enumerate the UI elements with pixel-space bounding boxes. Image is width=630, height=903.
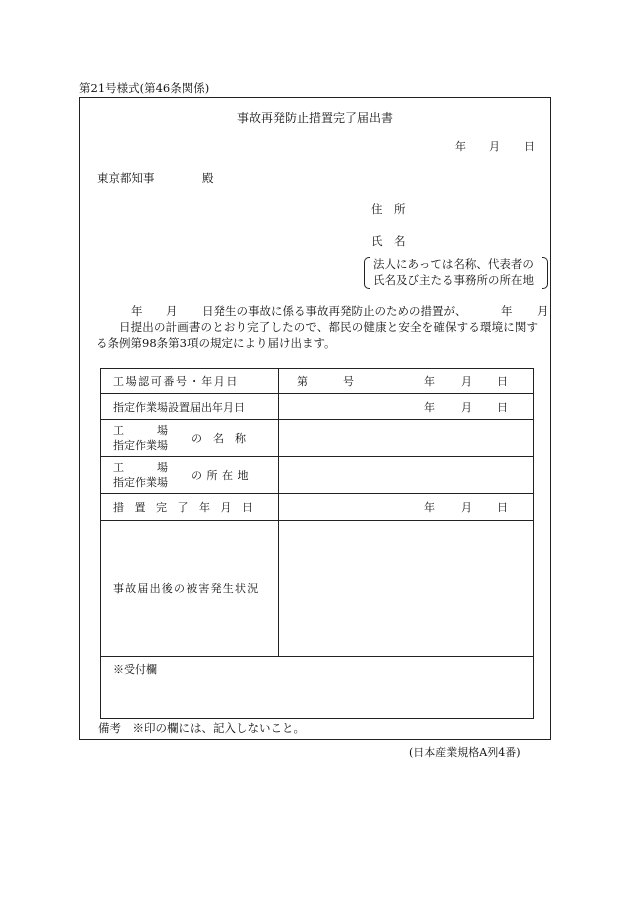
facility-address-value-cell[interactable]	[279, 457, 534, 494]
damage-status-label: 事故届出後の被害発生状況	[113, 582, 260, 595]
addressee-suffix: 殿	[202, 171, 214, 185]
facility-name-suffix: の 名 称	[191, 432, 246, 445]
addressee-name: 東京都知事	[97, 171, 155, 185]
table-row	[101, 494, 534, 521]
body-accident-month: 月	[166, 304, 178, 318]
completion-date-value-cell[interactable]	[279, 494, 534, 521]
completion-month: 月	[461, 501, 472, 514]
body-accident-year: 年	[131, 304, 143, 318]
bracket-left	[364, 257, 370, 289]
address-label: 住 所	[371, 202, 406, 216]
facility-address-workplace: 指定作業場	[113, 476, 168, 489]
setup-date-label: 指定作業場設置届出年月日	[113, 401, 245, 414]
damage-status-value-cell[interactable]	[279, 521, 534, 657]
factory-permit-label-cell	[101, 369, 279, 394]
setup-month: 月	[461, 401, 472, 414]
header-date-year: 年	[455, 140, 466, 153]
form-number: 第21号様式(第46条関係)	[79, 81, 210, 95]
document-title: 事故再発防止措置完了届出書	[236, 111, 393, 125]
header-date-day: 日	[524, 140, 535, 153]
damage-status-label-cell	[101, 521, 279, 657]
facility-name-value-cell[interactable]	[279, 420, 534, 457]
permit-year: 年	[424, 375, 435, 388]
permit-go-label: 号	[343, 375, 354, 388]
body-text-part-a: 日発生の事故に係る事故再発防止のための措置が、	[202, 304, 467, 318]
table-row	[101, 457, 534, 494]
table-row	[101, 521, 534, 657]
notification-table	[100, 368, 534, 719]
table-row	[101, 394, 534, 420]
remarks: 備考 ※印の欄には、記入しないこと。	[98, 721, 305, 735]
setup-year: 年	[424, 401, 435, 414]
setup-day: 日	[497, 401, 508, 414]
facility-name-workplace: 指定作業場	[113, 439, 168, 452]
completion-date-label: 措置完了年月日	[113, 501, 264, 514]
bracket-right	[542, 257, 548, 289]
permit-dai-label: 第	[297, 375, 308, 388]
name-label: 氏 名	[371, 234, 406, 248]
table-row	[101, 420, 534, 457]
header-date-month: 月	[489, 140, 500, 153]
body-plan-year: 年	[501, 304, 513, 318]
completion-date-label-cell	[101, 494, 279, 521]
body-text-part-b: 日提出の計画書のとおり完了したので、都民の健康と安全を確保する環境に関す	[119, 320, 539, 334]
setup-date-value-cell[interactable]	[279, 394, 534, 420]
permit-month: 月	[461, 375, 472, 388]
paper-spec: (日本産業規格A列4番)	[409, 746, 521, 759]
factory-permit-value-cell[interactable]	[279, 369, 534, 394]
facility-address-factory: 工 場	[113, 461, 168, 474]
setup-date-label-cell	[101, 394, 279, 420]
permit-day: 日	[497, 375, 508, 388]
corporate-note-line1: 法人にあっては名称、代表者の	[373, 257, 534, 271]
body-text-part-c: る条例第98条第3項の規定により届け出ます。	[96, 336, 336, 350]
completion-year: 年	[424, 501, 435, 514]
facility-name-label-cell	[101, 420, 279, 457]
factory-permit-label: 工場認可番号・年月日	[113, 375, 239, 388]
reception-label: ※受付欄	[113, 663, 157, 676]
completion-day: 日	[497, 501, 508, 514]
table-row	[101, 657, 534, 719]
facility-address-suffix: の所在地	[191, 469, 253, 482]
corporate-note-line2: 氏名及び主たる事務所の所在地	[373, 273, 534, 287]
reception-cell	[101, 657, 534, 719]
facility-address-label-cell	[101, 457, 279, 494]
facility-name-factory: 工 場	[113, 424, 168, 437]
body-plan-month: 月	[537, 304, 549, 318]
table-row	[101, 369, 534, 394]
